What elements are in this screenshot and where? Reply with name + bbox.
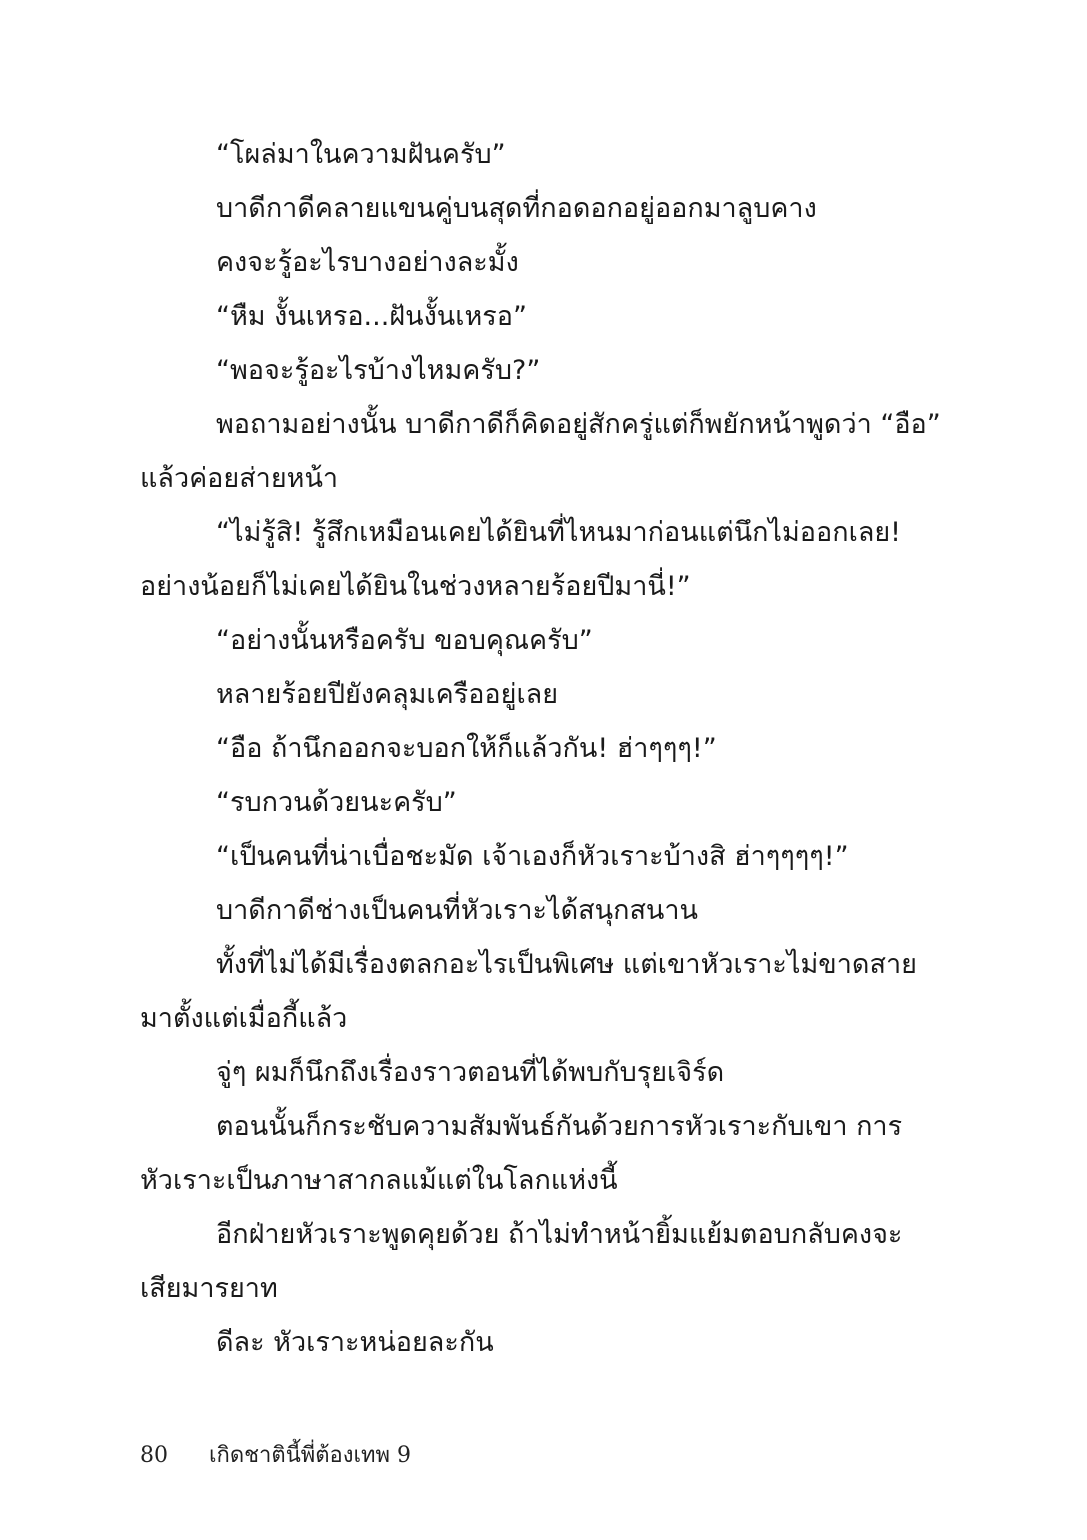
body-text	[140, 128, 941, 1370]
text-line: “อย่างนั้นหรือครับ ขอบคุณครับ”	[216, 625, 593, 656]
text-line: แล้วค่อยส่ายหน้า	[140, 463, 339, 494]
text-line: “โผล่มาในความฝันครับ”	[216, 139, 506, 170]
page-footer	[140, 1438, 411, 1474]
text-line: พอถามอย่างนั้น บาดีกาดีก็คิดอยู่สักครู่แต่ก็พยักหน้าพูดว่า “อือ”	[216, 409, 941, 440]
text-line: “เป็นคนที่น่าเบื่อชะมัด เจ้าเองก็หัวเราะบ้างสิ ฮ่าๆๆๆๆ!”	[216, 841, 849, 872]
text-line: หลายร้อยปียังคลุมเครืออยู่เลย	[216, 679, 559, 710]
text-line: “รบกวนด้วยนะครับ”	[216, 787, 457, 818]
text-line: บาดีกาดีช่างเป็นคนที่หัวเราะได้สนุกสนาน	[216, 895, 698, 926]
text-line: คงจะรู้อะไรบางอย่างละมั้ง	[216, 247, 519, 278]
running-title: เกิดชาตินี้พี่ต้องเทพ 9	[209, 1443, 411, 1468]
text-line: “อือ ถ้านึกออกจะบอกให้ก็แล้วกัน! ฮ่าๆๆๆ!”	[216, 733, 717, 764]
text-line: บาดีกาดีคลายแขนคู่บนสุดที่กอดอกอยู่ออกมาลูบคาง	[216, 193, 817, 224]
text-line: ทั้งที่ไม่ได้มีเรื่องตลกอะไรเป็นพิเศษ แต่เขาหัวเราะไม่ขาดสาย	[216, 949, 917, 980]
text-line: ดีละ หัวเราะหน่อยละกัน	[216, 1327, 494, 1358]
text-line: อีกฝ่ายหัวเราะพูดคุยด้วย ถ้าไม่ทำหน้ายิ้มแย้มตอบกลับคงจะ	[216, 1219, 903, 1250]
page-number: 80	[140, 1443, 168, 1468]
text-line: หัวเราะเป็นภาษาสากลแม้แต่ในโลกแห่งนี้	[140, 1165, 618, 1196]
text-line: ตอนนั้นก็กระชับความสัมพันธ์กันด้วยการหัวเราะกับเขา การ	[216, 1111, 903, 1142]
text-line: จู่ๆ ผมก็นึกถึงเรื่องราวตอนที่ได้พบกับรุยเจิร์ด	[216, 1057, 725, 1088]
text-line: เสียมารยาท	[140, 1273, 278, 1304]
text-line: “ไม่รู้สิ! รู้สึกเหมือนเคยได้ยินที่ไหนมาก่อนแต่นึกไม่ออกเลย!	[216, 517, 902, 548]
text-line: มาตั้งแต่เมื่อกี้แล้ว	[140, 1003, 348, 1034]
text-line: “พอจะรู้อะไรบ้างไหมครับ?”	[216, 355, 541, 386]
text-line: “หืม งั้นเหรอ...ฝันงั้นเหรอ”	[216, 301, 527, 332]
text-line: อย่างน้อยก็ไม่เคยได้ยินในช่วงหลายร้อยปีมานี่!”	[140, 571, 691, 602]
